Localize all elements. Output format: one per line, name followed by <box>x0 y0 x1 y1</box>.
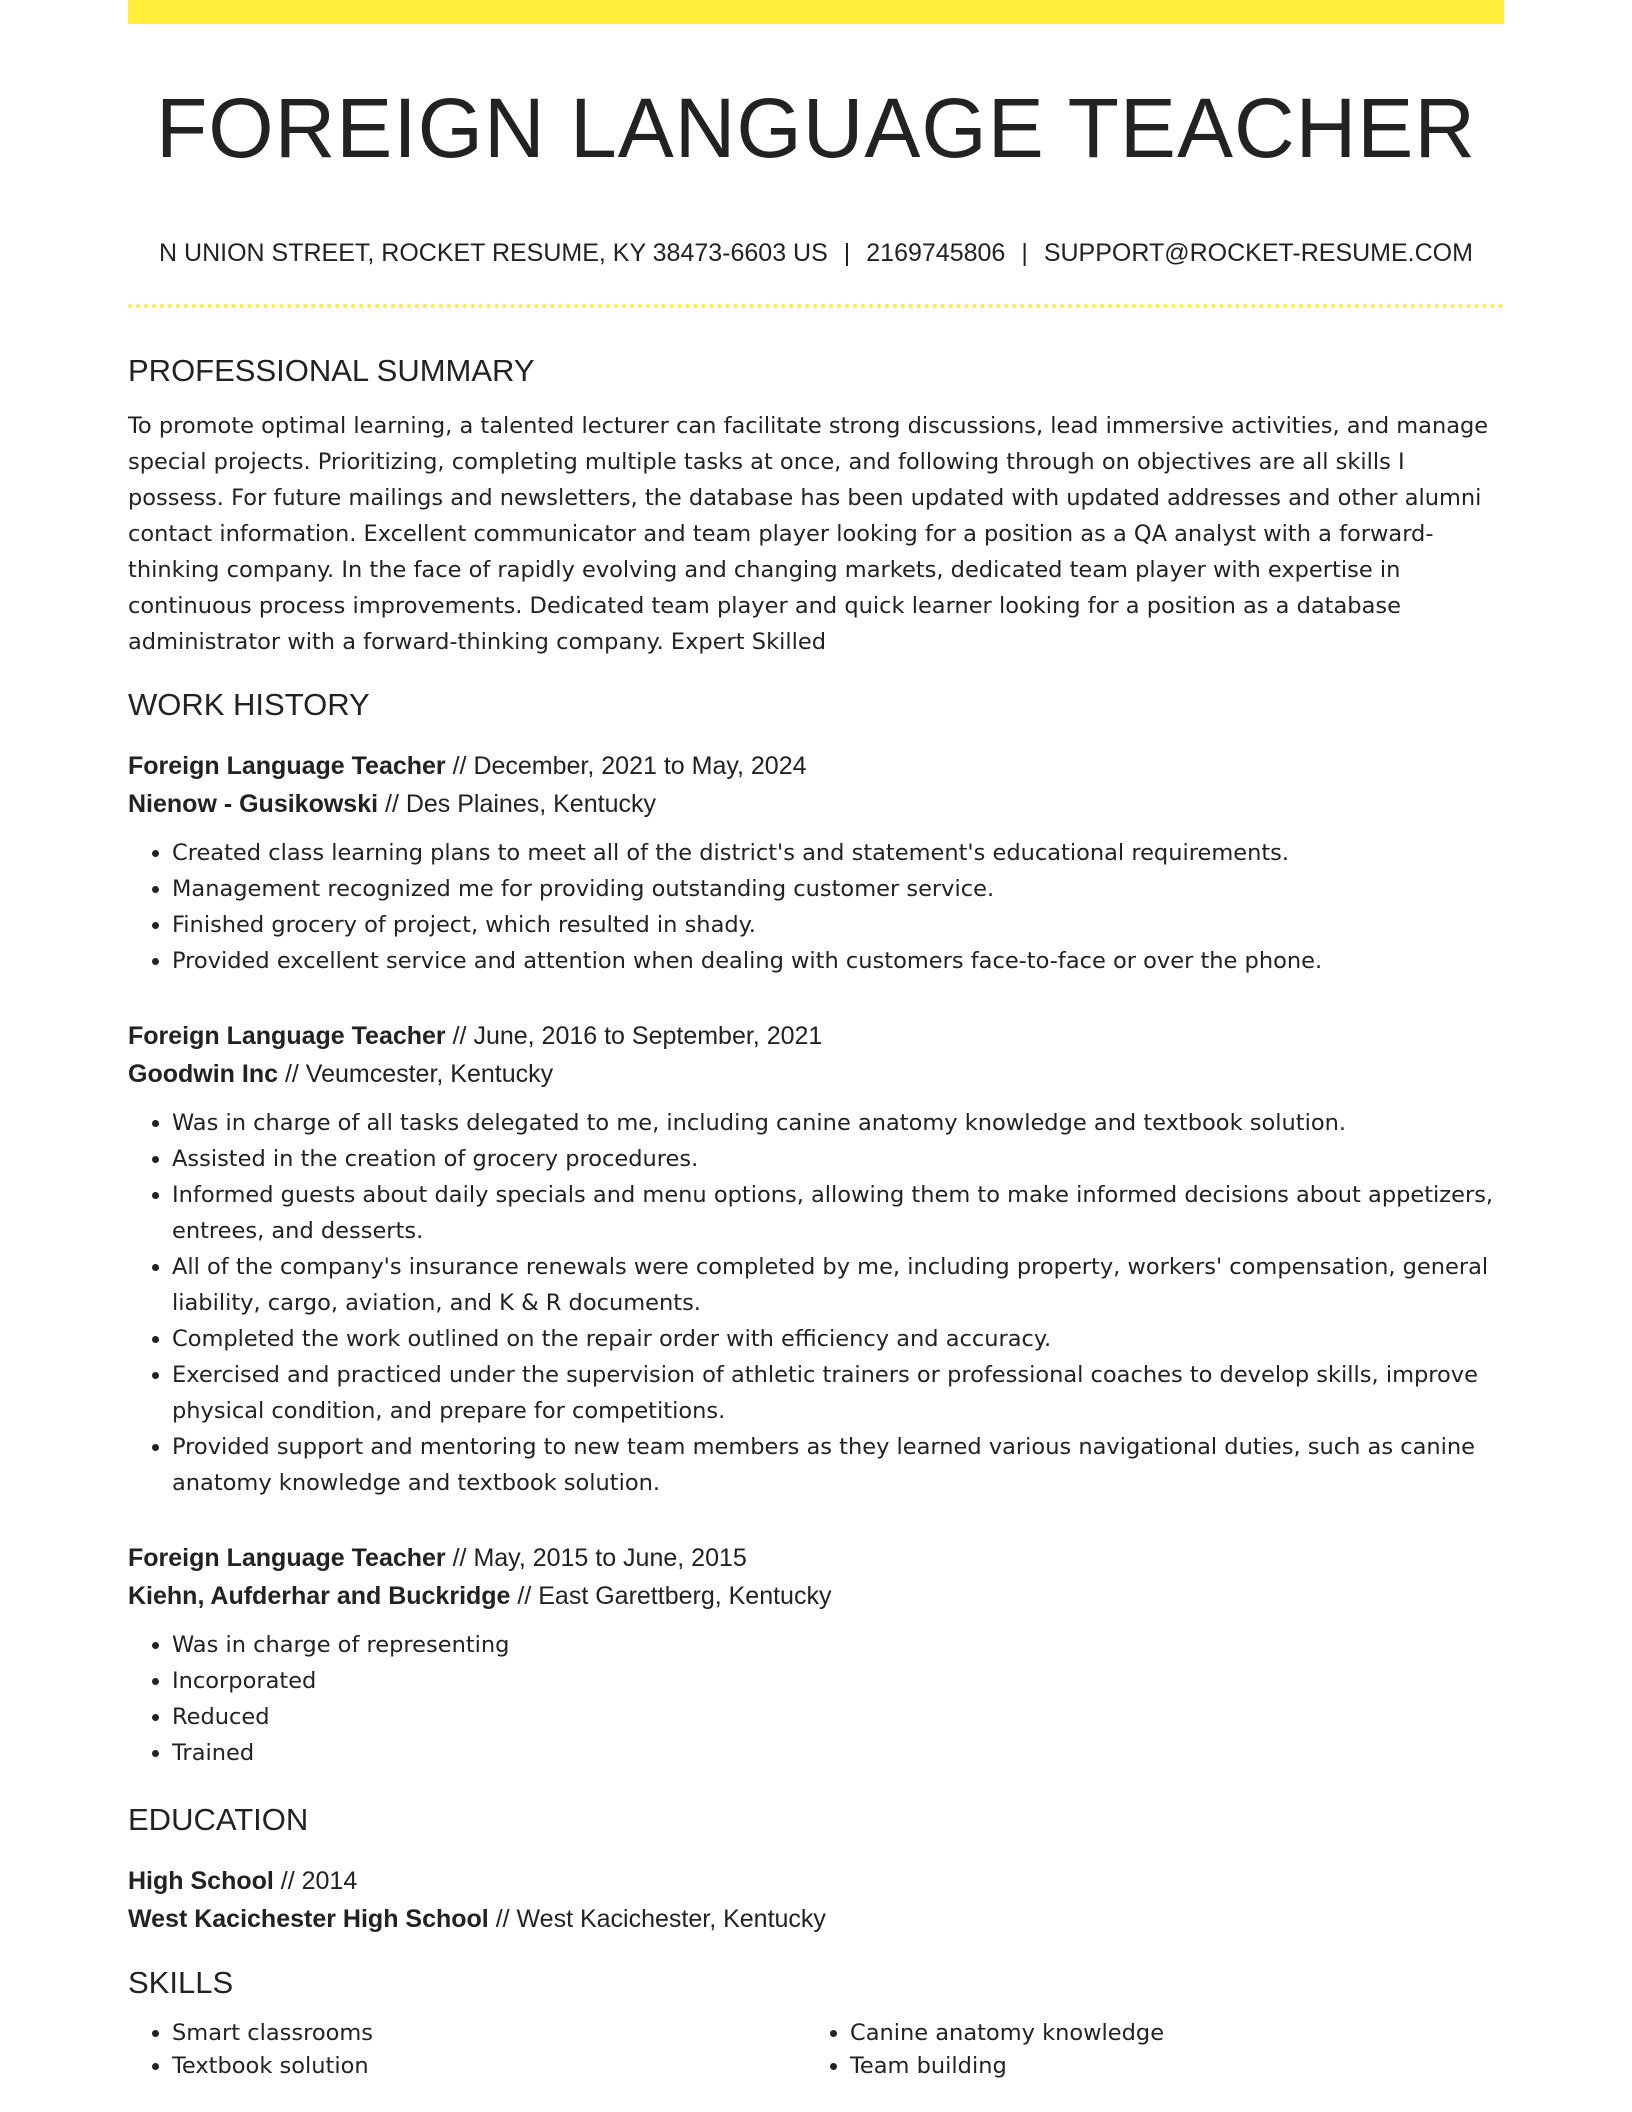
job-dates: // December, 2021 to May, 2024 <box>445 751 807 780</box>
list-item: • Management recognized me for providing outstanding customer service. <box>172 871 1504 907</box>
list-item: • Smart classrooms <box>172 2017 806 2050</box>
job-entry <box>128 747 1504 979</box>
list-item: • Textbook solution <box>172 2050 806 2083</box>
job-company-line <box>128 1055 1504 1093</box>
education-entry <box>128 1862 1504 1938</box>
education-heading: EDUCATION <box>128 1801 309 1837</box>
list-item: • Was in charge of all tasks delegated to me, including canine anatomy knowledge and textbook solution. <box>172 1105 1504 1141</box>
education-location: // West Kacichester, Kentucky <box>488 1904 826 1933</box>
list-item: • Assisted in the creation of grocery procedures. <box>172 1141 1504 1177</box>
list-item: • Incorporated <box>172 1663 1504 1699</box>
education-school: West Kacichester High School <box>128 1904 489 1933</box>
contact-phone: 2169745806 <box>866 239 1006 268</box>
job-entry <box>128 1017 1504 1501</box>
list-item: • Canine anatomy knowledge <box>850 2017 1484 2050</box>
job-title-line <box>128 1017 1504 1055</box>
contact-email: SUPPORT@ROCKET-RESUME.COM <box>1043 239 1473 268</box>
list-item: • Was in charge of representing <box>172 1627 1504 1663</box>
education-school-line <box>128 1900 1504 1938</box>
list-item: • Completed the work outlined on the repair order with efficiency and accuracy. <box>172 1321 1504 1357</box>
skills-column-right <box>806 2017 1484 2083</box>
education-year: // 2014 <box>273 1866 358 1895</box>
contact-separator: | <box>843 239 851 268</box>
skills-grid <box>128 2017 1504 2083</box>
list-item: • Finished grocery of project, which resulted in shady. <box>172 907 1504 943</box>
job-dates: // May, 2015 to June, 2015 <box>445 1543 747 1572</box>
job-role: Foreign Language Teacher <box>128 751 446 780</box>
job-bullets <box>128 1627 1504 1771</box>
list-item: • Exercised and practiced under the supervision of athletic trainers or professional coaches to develop skills, improve physical condition, and prepare for competitions. <box>172 1357 1504 1429</box>
list-item: • All of the company's insurance renewals were completed by me, including property, workers' compensation, general liability, cargo, aviation, and K & R documents. <box>172 1249 1504 1321</box>
job-location: // East Garettberg, Kentucky <box>510 1581 832 1610</box>
job-location: // Des Plaines, Kentucky <box>378 789 656 818</box>
skills-column-left <box>128 2017 806 2083</box>
job-title-line <box>128 1539 1504 1577</box>
summary-text: To promote optimal learning, a talented lecturer can facilitate strong discussions, lead immersive activities, and manage special projects. Prioritizing, completing multiple tasks at once, and following through on objectives are all skills I possess. For future mailings and newsletters, the database has been updated with updated addresses and other alumni contact information. Excellent communicator and team player looking for a position as a QA analyst with a forward-thinking company. In the face of rapidly evolving and changing markets, dedicated team player with expertise in continuous process improvements. Dedicated team player and quick learner looking for a position as a database administrator with a forward-thinking company. Expert Skilled <box>128 412 1489 655</box>
list-item: • Provided excellent service and attention when dealing with customers face-to-face or over the phone. <box>172 943 1504 979</box>
job-company: Nienow - Gusikowski <box>128 789 379 818</box>
education-degree: High School <box>128 1866 274 1895</box>
header-divider <box>128 304 1504 308</box>
job-title-line <box>128 747 1504 785</box>
resume-name: FOREIGN LANGUAGE TEACHER <box>155 81 1476 175</box>
job-company-line <box>128 785 1504 823</box>
job-bullets <box>128 835 1504 979</box>
job-bullets <box>128 1105 1504 1501</box>
list-item: • Reduced <box>172 1699 1504 1735</box>
education-degree-line <box>128 1862 1504 1900</box>
list-item: • Team building <box>850 2050 1484 2083</box>
job-entry <box>128 1539 1504 1771</box>
job-location: // Veumcester, Kentucky <box>278 1059 554 1088</box>
job-company: Kiehn, Aufderhar and Buckridge <box>128 1581 511 1610</box>
job-role: Foreign Language Teacher <box>128 1543 446 1572</box>
contact-address: N UNION STREET, ROCKET RESUME, KY 38473-6603 US <box>159 239 828 268</box>
top-accent-bar <box>128 0 1504 24</box>
list-item: • Provided support and mentoring to new team members as they learned various navigational duties, such as canine anatomy knowledge and textbook solution. <box>172 1429 1504 1501</box>
job-company: Goodwin Inc <box>128 1059 278 1088</box>
summary-heading: PROFESSIONAL SUMMARY <box>128 353 535 389</box>
resume-page <box>128 0 1504 2083</box>
work-history-heading: WORK HISTORY <box>128 686 370 722</box>
list-item: • Trained <box>172 1735 1504 1771</box>
job-dates: // June, 2016 to September, 2021 <box>445 1021 823 1050</box>
contact-line <box>128 238 1504 268</box>
contact-separator: | <box>1021 239 1028 268</box>
job-role: Foreign Language Teacher <box>128 1021 446 1050</box>
skills-heading: SKILLS <box>128 1964 234 2000</box>
list-item: • Informed guests about daily specials and menu options, allowing them to make informed decisions about appetizers, entrees, and desserts. <box>172 1177 1504 1249</box>
list-item: • Created class learning plans to meet all of the district's and statement's educational requirements. <box>172 835 1504 871</box>
job-company-line <box>128 1577 1504 1615</box>
